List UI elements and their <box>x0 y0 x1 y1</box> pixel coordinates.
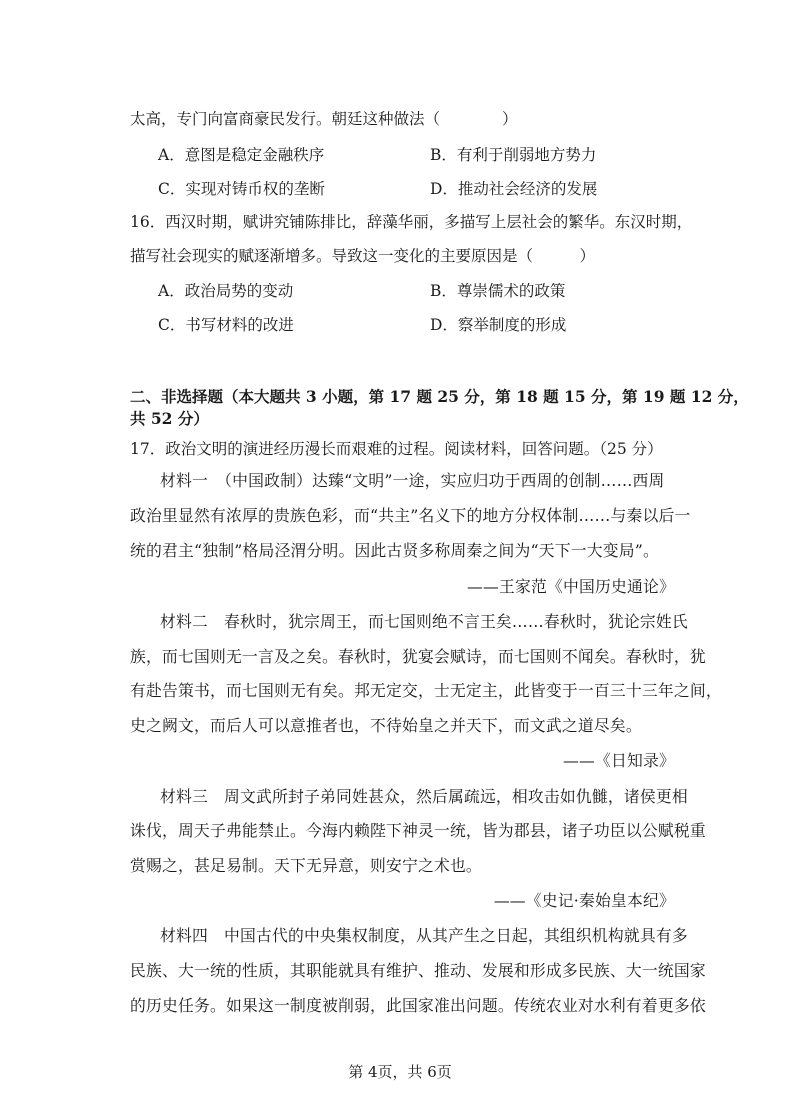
q16-stem-line-2: 描写社会现实的赋逐渐增多。导致这一变化的主要原因是（ ） <box>130 247 596 265</box>
material-1-line-3: 统的君主“独制”格局泾渭分明。因此古贤多称周秦之间为“天下一大变局”。 <box>130 541 660 560</box>
q16-option-b: B．尊崇儒术的政策 <box>430 282 566 300</box>
q16-option-a: A．政治局势的变动 <box>158 282 294 300</box>
material-2-line-2: 族，而七国则无一言及之矣。春秋时，犹宴会赋诗，而七国则不闻矣。春秋时，犹 <box>130 647 706 666</box>
material-2-line-3: 有赴告策书，而七国则无有矣。邦无定交，士无定主，此皆变于一百三十三年之间， <box>130 681 722 700</box>
material-1-line-1: 材料一 （中国政制）达臻“文明”一途，实应归功于西周的创制……西周 <box>160 471 665 490</box>
section-2-heading-line-1: 二、非选择题（本大题共 3 小题，第 17 题 25 分，第 18 题 15 分，第 19 题 12 分， <box>130 387 749 406</box>
material-1-line-2: 政治里显然有浓厚的贵族色彩，而“共主”名义下的地方分权体制……与秦以后一 <box>130 506 691 525</box>
material-1-source: ——王家范《中国历史通论》 <box>467 577 675 596</box>
q17-stem: 17．政治文明的演进经历漫长而艰难的过程。阅读材料，回答问题。（25 分） <box>130 440 663 458</box>
material-3-line-3: 赏赐之，甚足易制。天下无异意，则安宁之术也。 <box>130 856 482 875</box>
q15-option-d: D．推动社会经济的发展 <box>430 180 598 198</box>
material-2-line-4: 史之阙文，而后人可以意推者也，不待始皇之并天下，而文武之道尽矣。 <box>130 716 642 735</box>
q15-option-a: A．意图是稳定金融秩序 <box>158 146 325 164</box>
q15-option-c: C．实现对铸币权的垄断 <box>158 180 325 198</box>
q16-stem-line-1: 16．西汉时期，赋讲究铺陈排比，辞藻华丽，多描写上层社会的繁华。东汉时期， <box>130 213 693 231</box>
material-2-source: ——《日知录》 <box>563 751 675 770</box>
material-4-line-3: 的历史任务。如果这一制度被削弱，此国家准出问题。传统农业对水利有着更多依 <box>130 996 706 1015</box>
section-2-heading-line-2: 共 52 分） <box>130 409 209 428</box>
material-2-line-1: 材料二 春秋时，犹宗周王，而七国则绝不言王矣……春秋时，犹论宗姓氏 <box>160 612 688 631</box>
q16-option-d: D．察举制度的形成 <box>430 316 567 334</box>
material-3-line-2: 诛伐，周天子弗能禁止。今海内赖陛下神灵一统，皆为郡县，诸子功臣以公赋税重 <box>130 821 706 840</box>
material-3-line-1: 材料三 周文武所封子弟同姓甚众，然后属疏远，相攻击如仇雠，诸侯更相 <box>160 787 688 806</box>
q16-option-c: C．书写材料的改进 <box>158 316 294 334</box>
page-number-footer: 第 4页，共 6页 <box>348 1063 452 1081</box>
material-4-line-1: 材料四 中国古代的中央集权制度，从其产生之日起，其组织机构就具有多 <box>160 926 688 945</box>
q15-option-b: B．有利于削弱地方势力 <box>430 146 597 164</box>
material-4-line-2: 民族、大一统的性质，其职能就具有维护、推动、发展和形成多民族、大一统国家 <box>130 961 706 980</box>
material-3-source: ——《史记·秦始皇本纪》 <box>493 891 675 910</box>
q15-stem-continuation: 太高，专门向富商豪民发行。朝廷这种做法（ ） <box>130 110 518 128</box>
